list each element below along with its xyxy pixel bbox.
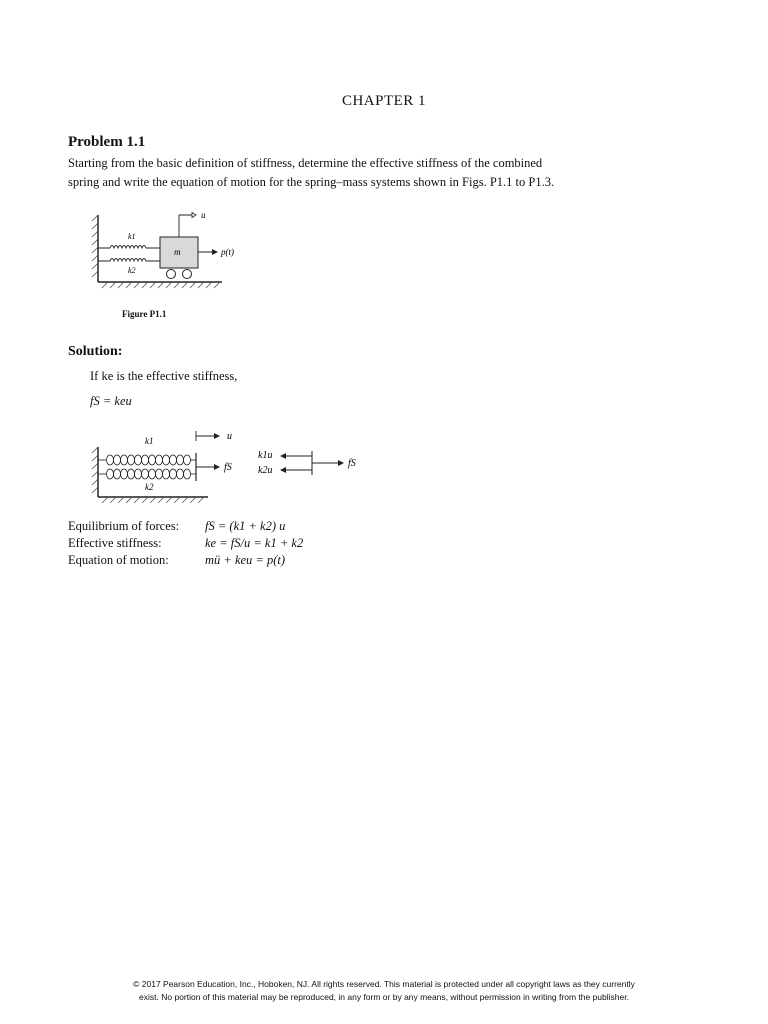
- fig2-label-k2: k2: [145, 482, 154, 492]
- equation-math: fS = (k1 + k2) u: [205, 519, 286, 533]
- equation-math: mü + keu = p(t): [205, 553, 286, 567]
- footer-line: exist. No portion of this material may be reproduced, in any form or by any means, without permission in writing from the publisher.: [139, 992, 629, 1002]
- solution-intro: If ke is the effective stiffness,: [90, 369, 238, 383]
- fig1-label-p: p(t): [221, 247, 234, 257]
- equation-label: Equilibrium of forces:: [68, 519, 180, 533]
- statement-line: spring and write the equation of motion for the spring–mass systems shown in Figs. P1.1 to P1.3.: [68, 175, 555, 189]
- figure-caption: Figure P1.1: [122, 309, 167, 319]
- equation-math: ke = fS/u = k1 + k2: [205, 536, 304, 550]
- equation-label: Equation of motion:: [68, 553, 169, 567]
- fig1-label-k1: k1: [128, 232, 136, 241]
- fig1-label-k2: k2: [128, 266, 136, 275]
- problem-statement: [68, 154, 588, 192]
- solution-equation: fS = keu: [90, 394, 132, 408]
- equations-block: [68, 518, 303, 569]
- problem-heading: Problem 1.1: [68, 134, 146, 150]
- figure-free-body: [90, 427, 380, 507]
- fig2-label-k1: k1: [145, 436, 154, 446]
- fig2-label-fs: fS: [224, 462, 232, 473]
- fig2-label-k1u: k1u: [258, 450, 273, 461]
- fig1-label-u: u: [201, 210, 206, 220]
- statement-line: Starting from the basic definition of stiffness, determine the effective stiffness of the combined: [68, 156, 543, 170]
- equation-row: [68, 535, 303, 552]
- equation-row: [68, 552, 303, 569]
- equation-row: [68, 518, 303, 535]
- fig1-label-m: m: [174, 247, 181, 257]
- figure-p1-1: [90, 205, 290, 295]
- fig2-label-u: u: [227, 431, 232, 442]
- footer-line: © 2017 Pearson Education, Inc., Hoboken, NJ. All rights reserved. This material is protected under all copyright laws as they currently: [133, 979, 635, 989]
- solution-heading: Solution:: [68, 344, 123, 359]
- fig2-label-fs-right: fS: [348, 458, 356, 469]
- equation-label: Effective stiffness:: [68, 536, 162, 550]
- fig2-label-k2u: k2u: [258, 465, 273, 476]
- chapter-title: CHAPTER 1: [341, 93, 427, 109]
- copyright-footer: [0, 978, 768, 1004]
